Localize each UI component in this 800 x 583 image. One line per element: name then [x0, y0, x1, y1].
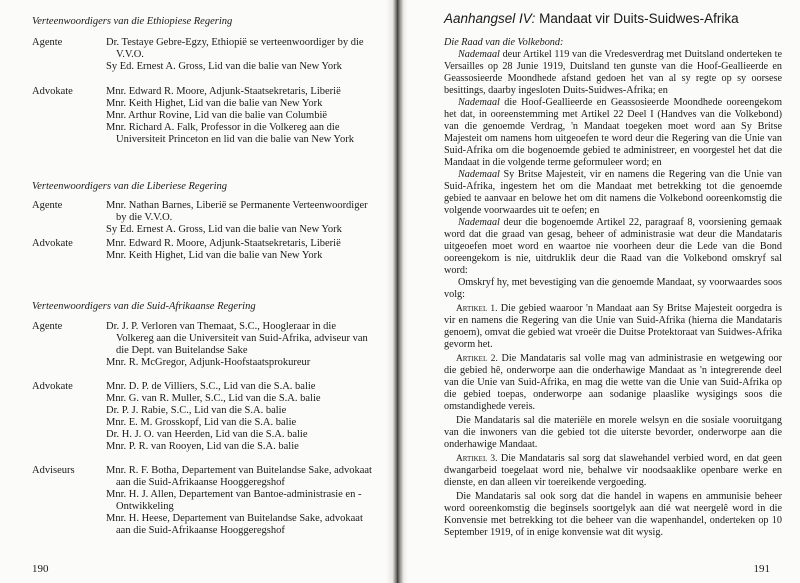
paragraph	[444, 415, 782, 451]
role-label: Agente	[32, 200, 63, 211]
paragraph	[444, 303, 782, 351]
person-entry: Sy Ed. Ernest A. Gross, Lid van die balie van New York	[106, 224, 342, 235]
person-entry: Mnr. Edward R. Moore, Adjunk-Staatsekretaris, Liberië	[106, 86, 341, 97]
person-entry: Mnr. Richard A. Falk, Professor in die Volkereg aan die Universiteit Princeton en lid van die balie van New York	[106, 122, 354, 145]
paragraph-text: Sy Britse Majesteit, vir en namens die Regering van die Unie van Suid-Afrika, ingestem het om die Mandaat met betrekking tot die genoemde gebied te aanvaar en belowe het om dit namens die Volkebond ooreenkomstig die volgende voorwaardes uit te oefen; en	[444, 169, 782, 216]
section-heading-ethiopia: Verteenwoordigers van die Ethiopiese Regering	[32, 16, 233, 27]
person-entry: Mnr. D. P. de Villiers, S.C., Lid van die S.A. balie	[106, 381, 316, 392]
role-label: Agente	[32, 37, 63, 48]
paragraph-text: die Hoof-Geallieerde en Geassosieerde Moondhede ooreengekom het dat, in ooreenstemming met Artikel 22 Deel I (Handves van die Volkebond) van die genoemde Verdrag, 'n Mandaat toegeken moet word aan Sy Britse Majesteit om namens hom uitgeoefen te word deur die Regering van die Unie van Suid-Afrika om die bogenoemde gebied te administreer, en voorgestel het dat die Mandaat in die volgende terme geformuleer word; en	[444, 97, 782, 168]
role-label: Advokate	[32, 381, 73, 392]
paragraph-text: deur Artikel 119 van die Vredesverdrag met Duitsland onderteken te Versailles op 28 Junie 1919, Duitsland ten gunste van die Hoof-Geallieerde en Geassosieerde Moondhede afstand gedoen het van al sy regte op sy oorsese besittings, daarby ingesloten Duits-Suidwes-Afrika; en	[444, 49, 782, 96]
paragraph	[444, 37, 782, 49]
paragraph	[444, 217, 782, 277]
person-entry: Mnr. Arthur Rovine, Lid van die balie van Columbië	[106, 110, 328, 121]
article-label: Artikel 3.	[456, 454, 498, 464]
paragraph	[444, 169, 782, 217]
lead-word: Nademaal	[458, 97, 500, 108]
lead-word: Die Raad van die Volkebond:	[444, 37, 564, 48]
lead-word: Nademaal	[458, 169, 500, 180]
paragraph-text: Die Mandataris sal sorg dat slawehandel verbied word, en dat geen dwangarbeid toegelaat word nie, behalwe vir noodsaaklike openbare werke en dienste, en dan alleen vir toereikende vergoeding.	[444, 453, 782, 488]
lead-word: Nademaal	[458, 49, 500, 60]
group-sa-agents	[32, 321, 372, 369]
group-sa-advocates	[32, 381, 372, 453]
paragraph-text: Die gebied waaroor 'n Mandaat aan Sy Britse Majesteit oorgedra is vir en namens die Regering van die Unie van Suid-Afrika (hierna die Mandataris genoem), omvat die gebied wat vroeër die Duitse Protektoraat van Suidwes-Afrika gevorm het.	[444, 303, 783, 350]
person-entry: Mnr. H. J. Allen, Departement van Bantoe-administrasie en -Ontwikkeling	[106, 489, 362, 512]
page-number-right: 191	[753, 563, 770, 575]
paragraph-text: Die Mandataris sal ook sorg dat die handel in wapens en ammunisie beheer word ooreenkomstig die beginsels soortgelyk aan dié wat neergelê word in die Konvensie met betrekking tot die beheer van die wapenhandel, onderteken op 10 September 1919, of in enige konvensie wat dit wysig.	[444, 491, 782, 538]
person-entry: Dr. H. J. O. van Heerden, Lid van die S.A. balie	[106, 429, 308, 440]
group-ethiopia-agents	[32, 37, 372, 73]
person-entry: Mnr. E. M. Grosskopf, Lid van die S.A. balie	[106, 417, 297, 428]
paragraph-text: Die Mandataris sal volle mag van administrasie en wetgewing oor die gebied hê, onderworpe aan die onderhawige Mandaat as 'n integrerende deel van die Unie van Suid-Afrika, en mag die wette van die Unie van Suid-Afrika op die gebied toepas, onderworpe aan sodanige plaaslike wysigings soos die omstandighede vereis.	[444, 353, 782, 412]
mandate-text	[444, 37, 782, 539]
role-label: Advokate	[32, 86, 73, 97]
role-label: Advokate	[32, 238, 73, 249]
paragraph-text: Die Mandataris sal die materiële en morele welsyn en die sosiale vooruitgang van die inwoners van die gebied tot die uiterste bevorder, onderworpe aan die onderhawige Mandaat.	[444, 415, 782, 450]
paragraph	[444, 353, 782, 413]
right-page	[408, 0, 800, 583]
title-rest: Mandaat vir Duits-Suidwes-Afrika	[535, 11, 739, 26]
article-label: Artikel 2.	[456, 354, 498, 364]
group-liberia-agents	[32, 200, 372, 236]
group-sa-advisers	[32, 465, 372, 537]
paragraph-text: deur die bogenoemde Artikel 22, paragraaf 8, voorsiening gemaak word dat die graad van gesag, beheer of administrasie wat deur die Mandataris uitgeoefen moet word en waartoe nie voorheen deur die Lede van die Bond ooreengekom is nie, uitdruklik deur die Raad van die Volkebond omskryf sal word:	[444, 217, 782, 276]
person-entry: Mnr. Edward R. Moore, Adjunk-Staatsekretaris, Liberië	[106, 238, 341, 249]
article-label: Artikel 1.	[456, 304, 498, 314]
title-prefix: Aanhangsel IV:	[444, 11, 536, 26]
section-heading-south-africa: Verteenwoordigers van die Suid-Afrikaanse Regering	[32, 301, 256, 312]
person-entry: Mnr. R. McGregor, Adjunk-Hoofstaatsprokureur	[106, 357, 311, 368]
paragraph	[444, 491, 782, 539]
left-page	[0, 0, 386, 583]
group-ethiopia-advocates	[32, 86, 372, 146]
book-gutter	[386, 0, 408, 583]
paragraph	[444, 277, 782, 301]
section-heading-liberia: Verteenwoordigers van die Liberiese Regering	[32, 181, 227, 192]
group-liberia-advocates	[32, 238, 372, 262]
paragraph	[444, 49, 782, 97]
role-label: Agente	[32, 321, 63, 332]
lead-word: Nademaal	[458, 217, 500, 228]
person-entry: Mnr. Keith Highet, Lid van die balie van New York	[106, 250, 323, 261]
person-entry: Mnr. Nathan Barnes, Liberië se Permanente Verteenwoordiger by die V.V.O.	[106, 200, 368, 223]
person-entry: Mnr. G. van R. Muller, S.C., Lid van die S.A. balie	[106, 393, 321, 404]
person-entry: Sy Ed. Ernest A. Gross, Lid van die balie van New York	[106, 61, 342, 72]
person-entry: Mnr. P. R. van Rooyen, Lid van die S.A. balie	[106, 441, 299, 452]
page-number-left: 190	[32, 563, 49, 575]
person-entry: Mnr. R. F. Botha, Departement van Buitelandse Sake, advokaat aan die Suid-Afrikaanse Hooggeregshof	[106, 465, 372, 488]
page-title	[444, 11, 739, 26]
person-entry: Dr. P. J. Rabie, S.C., Lid van die S.A. balie	[106, 405, 287, 416]
person-entry: Mnr. H. Heese, Departement van Buitelandse Sake, advokaat aan die Suid-Afrikaanse Hooggeregshof	[106, 513, 363, 536]
paragraph	[444, 97, 782, 169]
paragraph	[444, 453, 782, 489]
person-entry: Mnr. Keith Highet, Lid van die balie van New York	[106, 98, 323, 109]
paragraph-text: Omskryf hy, met bevestiging van die genoemde Mandaat, sy voorwaardes soos volg:	[444, 277, 782, 300]
person-entry: Dr. J. P. Verloren van Themaat, S.C., Hoogleraar in die Volkereg aan die Universiteit van Suid-Afrika, adviseur van die Dept. van Buitelandse Sake	[106, 321, 368, 356]
person-entry: Dr. Testaye Gebre-Egzy, Ethiopië se verteenwoordiger by die V.V.O.	[106, 37, 364, 60]
role-label: Adviseurs	[32, 465, 75, 476]
